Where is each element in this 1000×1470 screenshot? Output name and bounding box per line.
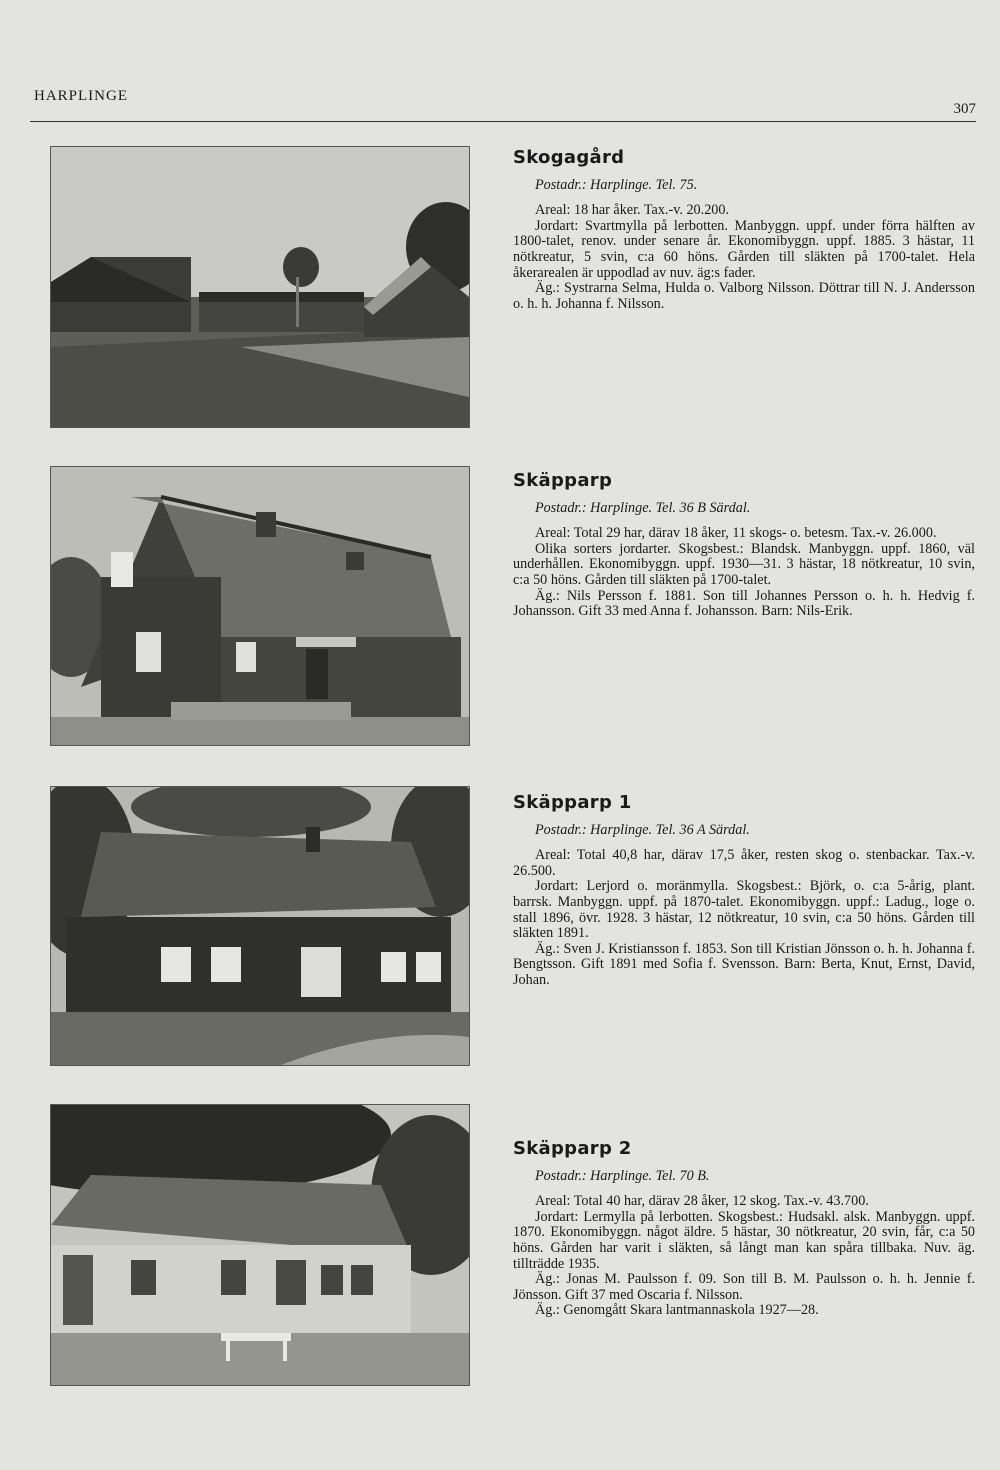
photo-skapparp-2 [50,1104,470,1386]
photo-skapparp-1 [50,786,470,1066]
running-head: HARPLINGE [34,88,128,104]
entry-postadr: Postadr.: Harplinge. Tel. 36 B Särdal. [535,499,751,516]
entry-paragraph: Olika sorters jordarter. Skogsbest.: Blandsk. Manbyggn. uppf. 1860, väl underhållen. Ekonomibyggn. uppf. 1930—31. 3 hästar, 18 nötkreatur, 10 svin, c:a 50 höns. Gården till släkten på 1700-talet. [513,540,975,588]
entry-skogagard [513,147,975,312]
entry-paragraph: Äg.: Jonas M. Paulsson f. 09. Son till B. M. Paulsson o. h. h. Jennie f. Jönsson. Gift 37 med Oscaria f. Nilsson. [513,1271,975,1303]
entry-paragraph: Äg.: Systrarna Selma, Hulda o. Valborg Nilsson. Döttrar till N. J. Andersson o. h. h. Johanna f. Nilsson. [513,280,975,312]
page-number: 307 [953,101,976,117]
entry-skapparp-1 [513,792,975,989]
entry-skapparp-2 [513,1138,975,1319]
entry-paragraph: Äg.: Sven J. Kristiansson f. 1853. Son till Kristian Jönsson o. h. h. Johanna f. Bengtsson. Gift 1891 med Sofia f. Svensson. Barn: Berta, Knut, Ernst, David, Johan. [513,940,975,988]
entry-paragraph: Jordart: Lerjord o. moränmylla. Skogsbest.: Björk, o. c:a 5-årig, plant. barrsk. Manbyggn. uppf. på 1870-talet. Ekonomibyggn. uppf.: Ladug., loge o. stall 1896, övr. 1928. 3 hästar, 12 nötkreatur, 10 svin, c:a 50 höns. Gården till släkten 1891. [513,878,975,942]
entry-title: Skogagård [513,147,625,168]
photo-skogagard [50,146,470,428]
entry-title: Skäpparp [513,470,613,491]
entry-paragraph: Äg.: Genomgått Skara lantmannaskola 1927—28. [535,1302,819,1319]
entry-paragraph: Areal: 18 har åker. Tax.-v. 20.200. [535,202,730,219]
entry-paragraph: Jordart: Svartmylla på lerbotten. Manbyggn. uppf. under förra hälften av 1800-talet, renov. under senare år. Ekonomibyggn. uppf. 1885. 3 hästar, 11 nötkreatur, 5 svin, c:a 60 höns. Gården till släkten på 1700-talet. Hela åkerarealen är uppodlad av nuv. äg:s fader. [513,217,975,281]
entry-paragraph: Areal: Total 40 har, därav 28 åker, 12 skog. Tax.-v. 43.700. [535,1193,869,1210]
photo-skapparp [50,466,470,746]
entry-postadr: Postadr.: Harplinge. Tel. 75. [535,176,698,193]
entry-postadr: Postadr.: Harplinge. Tel. 70 B. [535,1167,710,1184]
header-rule [30,121,976,122]
entry-paragraph: Äg.: Nils Persson f. 1881. Son till Johannes Persson o. h. h. Hedvig f. Johansson. Gift 33 med Anna f. Johansson. Barn: Nils-Erik. [513,587,975,620]
entry-title: Skäpparp 2 [513,1138,632,1159]
entry-postadr: Postadr.: Harplinge. Tel. 36 A Särdal. [535,821,750,838]
entry-title: Skäpparp 1 [513,792,632,813]
entry-paragraph: Areal: Total 40,8 har, därav 17,5 åker, resten skog o. stenbackar. Tax.-v. 26.500. [513,847,975,879]
entry-skapparp [513,470,975,620]
entry-paragraph: Jordart: Lermylla på lerbotten. Skogsbest.: Hudsakl. alsk. Manbyggn. uppf. 1870. Ekonomibyggn. något äldre. 5 hästar, 30 nötkreatur, 20 svin, får, c:a 50 höns. Gården har varit i släkten, så långt man kan spåra tillbaka. Nuv. äg. tillträdde 1935. [513,1208,975,1272]
entry-paragraph: Areal: Total 29 har, därav 18 åker, 11 skogs- o. betesm. Tax.-v. 26.000. [535,525,937,542]
